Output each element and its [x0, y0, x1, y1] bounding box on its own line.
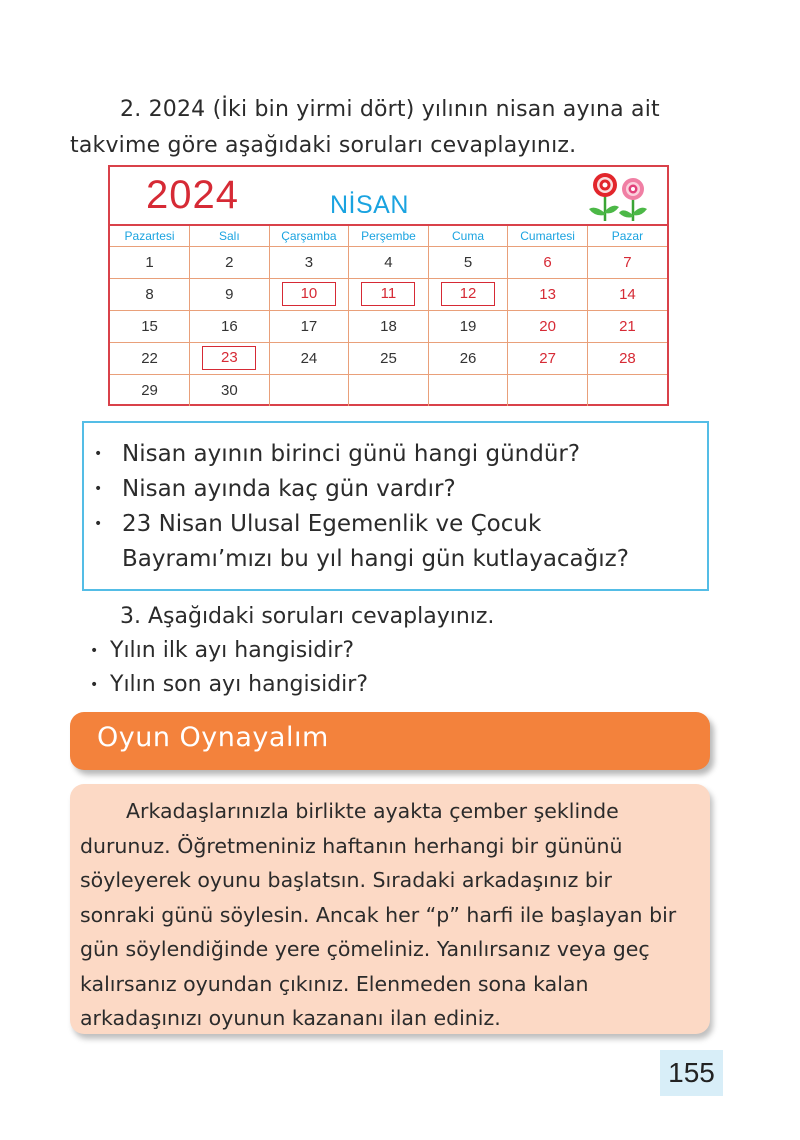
calendar-day-number: 6: [543, 253, 552, 271]
game-banner-title: Oyun Oynayalım: [97, 722, 329, 753]
calendar-day-number: 8: [145, 285, 154, 303]
calendar-day-cell: [190, 342, 270, 374]
calendar-day-number: 27: [539, 349, 556, 367]
calendar-week-row: [110, 278, 667, 310]
calendar-week-row: [110, 310, 667, 342]
calendar-day-number: 16: [221, 317, 238, 335]
question-3: [82, 600, 722, 702]
calendar-day-number: 19: [459, 317, 477, 335]
calendar-day-cell: [190, 278, 270, 310]
calendar-day-cell: [269, 342, 349, 374]
calendar-year: 2024: [146, 173, 239, 217]
calendar-day-number: 24: [300, 349, 318, 367]
calendar-week-row: [110, 374, 667, 406]
calendar-day-cell: [269, 310, 349, 342]
calendar-day-cell: [269, 278, 349, 310]
calendar-day-cell: [428, 342, 508, 374]
game-instructions-text: [80, 794, 690, 1036]
calendar-day-number: 5: [463, 253, 473, 271]
question-item: • Yılın son ayı hangisidir?: [82, 668, 722, 702]
calendar-grid: [110, 224, 667, 406]
calendar-day-cell: [428, 246, 508, 278]
calendar-day-cell: [110, 342, 190, 374]
calendar-day-cell: [587, 310, 667, 342]
calendar-day-cell: [110, 246, 190, 278]
question-2-line-1: 2. 2024 (İki bin yirmi dört) yılının nisan ayına ait: [120, 97, 660, 122]
page-number: 155: [660, 1050, 723, 1096]
calendar-day-cell: [587, 374, 667, 406]
calendar-day-number: 12: [441, 282, 495, 306]
calendar-day-cell: [587, 246, 667, 278]
calendar-day-number: 23: [202, 346, 256, 370]
flowers-icon: [583, 171, 655, 223]
calendar-day-cell: [269, 374, 349, 406]
question-2: [70, 92, 730, 164]
calendar-day-number: 18: [380, 317, 397, 335]
game-banner: [70, 712, 710, 770]
calendar-day-number: 25: [380, 349, 397, 367]
calendar-day-number: 3: [304, 253, 314, 271]
calendar-day-cell: [508, 310, 588, 342]
calendar-week-row: [110, 342, 667, 374]
calendar-day-number: 11: [361, 282, 415, 306]
calendar-day-cell: [110, 310, 190, 342]
question-3-title: 3. Aşağıdaki soruları cevaplayınız.: [120, 604, 495, 629]
calendar-day-cell: [587, 342, 667, 374]
calendar-day-cell: [349, 278, 429, 310]
day-header-carsamba: Çarşamba: [269, 225, 349, 246]
day-header-sali: Salı: [190, 225, 270, 246]
question-item: • Nisan ayının birinci günü hangi gündür?: [94, 437, 693, 472]
calendar-day-number: 1: [145, 253, 154, 271]
day-header-cuma: Cuma: [428, 225, 508, 246]
question-2-line-2: takvime göre aşağıdaki soruları cevaplayınız.: [70, 133, 577, 158]
calendar-day-cell: [110, 278, 190, 310]
april-calendar: [108, 165, 669, 406]
game-text: Arkadaşlarınızla birlikte ayakta çember şeklinde durunuz. Öğretmeniniz haftanın herhangi bir gününü söyleyerek oyunu başlatsın. Sıradaki arkadaşınız bir sonraki günü söylesin. Ancak her “p” harfi ile başlayan bir gün söylendiğinde yere çömeliniz. Yanılırsanız veya geç kalırsanız oyundan çıkınız. Elenmeden sona kalan arkadaşınızı oyunun kazananı ilan ediniz.: [80, 799, 677, 1030]
calendar-day-number: 26: [459, 349, 477, 367]
calendar-day-cell: [508, 342, 588, 374]
calendar-day-cell: [349, 310, 429, 342]
calendar-day-number: 15: [141, 317, 158, 335]
calendar-day-cell: [508, 246, 588, 278]
calendar-day-cell: [349, 246, 429, 278]
question-box: [82, 421, 709, 591]
calendar-day-cell: [269, 246, 349, 278]
calendar-day-number: 2: [225, 253, 234, 271]
calendar-day-number: 7: [623, 253, 632, 271]
calendar-day-number: 21: [619, 317, 636, 335]
day-header-pazar: Pazar: [587, 225, 667, 246]
calendar-day-number: 30: [221, 381, 238, 399]
calendar-day-number: 20: [539, 317, 556, 335]
calendar-day-cell: [190, 310, 270, 342]
calendar-day-cell: [428, 310, 508, 342]
calendar-day-number: 28: [619, 349, 636, 367]
calendar-day-number: 4: [384, 253, 393, 271]
day-header-pazartesi: Pazartesi: [110, 225, 190, 246]
question-item: • Nisan ayında kaç gün vardır?: [94, 472, 693, 507]
calendar-day-number: 22: [141, 349, 158, 367]
day-header-persembe: Perşembe: [349, 225, 429, 246]
calendar-day-cell: [349, 342, 429, 374]
calendar-day-number: 10: [282, 282, 336, 306]
calendar-day-cell: [190, 246, 270, 278]
calendar-day-cell: [428, 278, 508, 310]
calendar-day-cell: [349, 374, 429, 406]
game-instructions-box: [70, 784, 710, 1034]
calendar-day-cell: [428, 374, 508, 406]
calendar-week-row: [110, 246, 667, 278]
question-item: • Yılın ilk ayı hangisidir?: [82, 634, 722, 668]
calendar-day-cell: [587, 278, 667, 310]
calendar-day-cell: [110, 374, 190, 406]
calendar-day-number: 9: [225, 285, 234, 303]
calendar-day-number: 29: [141, 381, 158, 399]
calendar-day-cell: [190, 374, 270, 406]
calendar-day-cell: [508, 278, 588, 310]
calendar-day-number: 13: [539, 285, 556, 303]
calendar-day-cell: [508, 374, 588, 406]
calendar-month: NİSAN: [330, 191, 409, 219]
calendar-header: [110, 167, 667, 224]
day-header-cumartesi: Cumartesi: [508, 225, 588, 246]
question-item: • 23 Nisan Ulusal Egemenlik ve Çocuk Bayramı’mızı bu yıl hangi gün kutlayacağız?: [94, 507, 693, 577]
calendar-day-number: 17: [300, 317, 318, 335]
calendar-day-number: 14: [619, 285, 636, 303]
